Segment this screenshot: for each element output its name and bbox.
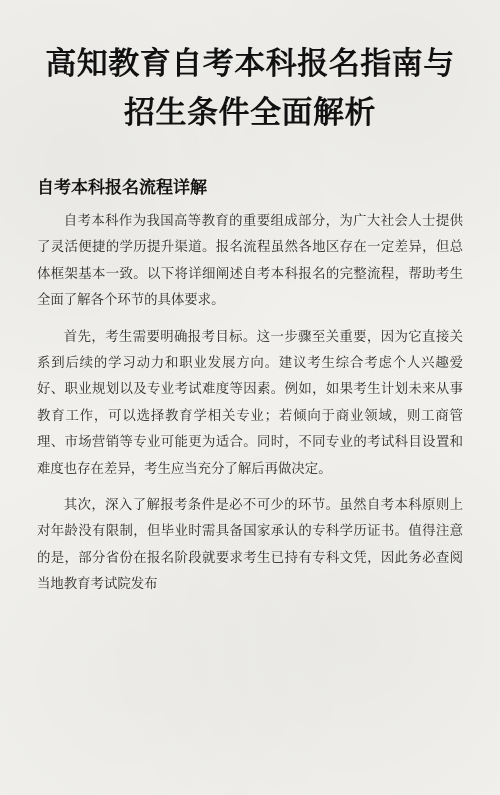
section-heading: 自考本科报名流程详解 [37, 178, 207, 198]
article-title-line-2: 招生条件全面解析 [124, 95, 376, 131]
paragraph-first-step: 首先，考生需要明确报考目标。这一步骤至关重要，因为它直接关系到后续的学习动力和职业发展方向。建议考生综合考虑个人兴趣爱好、职业规划以及专业考试难度等因素。例如，如果考生计划未来从事教育工作，可以选择教育学相关专业；若倾向于商业领域，则工商管理、市场营销等专业可能更为适合。同时，不同专业的考试科目设置和难度也存在差异，考生应当充分了解后再做决定。 [37, 329, 463, 477]
paragraph-intro: 自考本科作为我国高等教育的重要组成部分，为广大社会人士提供了灵活便捷的学历提升渠道。报名流程虽然各地区存在一定差异，但总体框架基本一致。以下将详细阐述自考本科报名的完整流程，帮助考生全面了解各个环节的具体要求。 [37, 214, 463, 309]
paragraph-second-step: 其次，深入了解报考条件是必不可少的环节。虽然自考本科原则上对年龄没有限制，但毕业时需具备国家承认的专科学历证书。值得注意的是，部分省份在报名阶段就要求考生已持有专科文凭，因此务必查阅当地教育考试院发布 [37, 498, 463, 593]
article-title [37, 0, 463, 138]
article-title-line-1: 高知教育自考本科报名指南与 [45, 46, 455, 82]
